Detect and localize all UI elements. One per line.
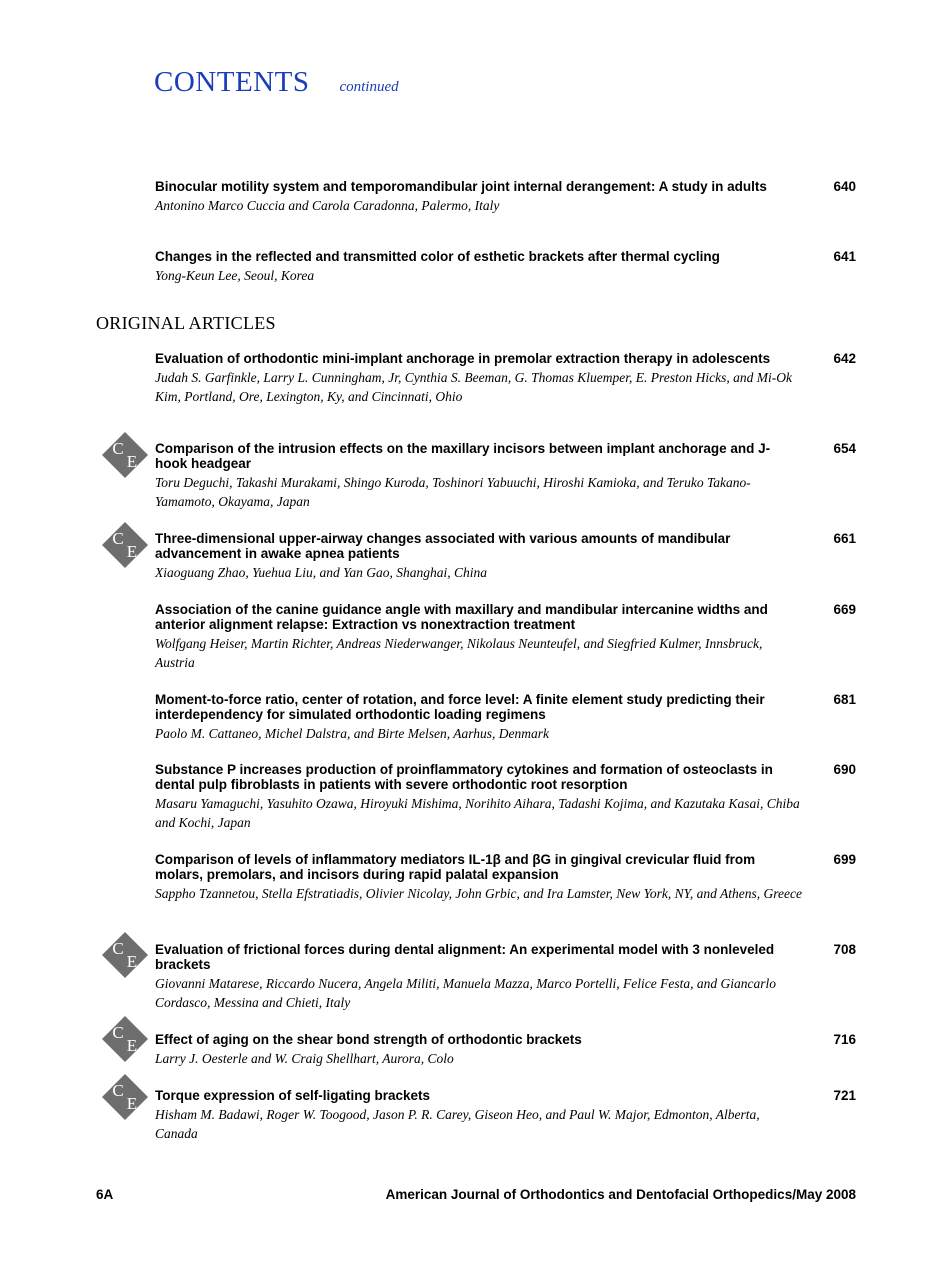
article-authors: Sappho Tzannetou, Stella Efstratiadis, Olivier Nicolay, John Grbic, and Ira Lamster, New York, NY, and Athens, Greece [155,886,802,901]
article-title[interactable]: Evaluation of frictional forces during dental alignment: An experimental model with 3 nonleveled brackets [155,942,775,972]
article-authors: Judah S. Garfinkle, Larry L. Cunningham, Jr, Cynthia S. Beeman, G. Thomas Kluemper, E. Preston Hicks, and Mi-Ok Kim, Portland, Ore, Lexington, Ky, and Cincinnati, Ohio [155,370,792,404]
ce-letter-c: C [112,939,124,958]
contents-continued: continued [339,79,399,95]
article-title[interactable]: Moment-to-force ratio, center of rotation, and force level: A finite element study predicting their interdependency for simulated orthodontic loading regimens [155,692,765,722]
article-title[interactable]: Binocular motility system and temporomandibular joint internal derangement: A study in adults [155,179,767,194]
ce-credit-icon [101,521,149,569]
article-authors: Hisham M. Badawi, Roger W. Toogood, Jason P. R. Carey, Giseon Heo, and Paul W. Major, Edmonton, Alberta, Canada [155,1107,760,1141]
ce-letter-c: C [112,1081,124,1100]
article-page: 708 [833,942,856,957]
article-entry[interactable] [155,762,856,832]
article-title[interactable]: Torque expression of self-ligating brackets [155,1088,431,1103]
article-authors: Paolo M. Cattaneo, Michel Dalstra, and Birte Melsen, Aarhus, Denmark [155,726,549,741]
article-entry[interactable] [155,179,856,215]
article-authors: Wolfgang Heiser, Martin Richter, Andreas Niederwanger, Nikolaus Neunteufel, and Siegfried Kulmer, Innsbruck, Austria [155,636,763,670]
article-authors: Masaru Yamaguchi, Yasuhito Ozawa, Hiroyuki Mishima, Norihito Aihara, Tadashi Kojima, and Kazutaka Kasai, Chiba and Kochi, Japan [155,796,800,830]
article-page: 640 [833,179,856,194]
article-authors: Toru Deguchi, Takashi Murakami, Shingo Kuroda, Toshinori Yabuuchi, Hiroshi Kamioka, and Teruko Takano-Yamamoto, Okayama, Japan [155,475,751,509]
article-page: 661 [833,531,856,546]
page-number: 6A [96,1187,114,1202]
ce-letter-c: C [112,529,124,548]
article-authors: Antonino Marco Cuccia and Carola Caradonna, Palermo, Italy [155,198,500,213]
ce-credit-icon [101,1073,149,1121]
article-authors: Yong-Keun Lee, Seoul, Korea [155,268,315,283]
article-page: 654 [833,441,856,456]
article-title[interactable]: Substance P increases production of proinflammatory cytokines and formation of osteoclasts in dental pulp fibroblasts in patients with severe orthodontic root resorption [155,762,773,792]
page-header [154,66,399,99]
article-page: 721 [833,1088,856,1103]
ce-letter-e: E [126,452,138,471]
ce-credit-icon [101,931,149,979]
article-page: 642 [833,351,856,366]
ce-letter-c: C [112,439,124,458]
ce-letter-e: E [126,1036,138,1055]
article-title[interactable]: Changes in the reflected and transmitted color of esthetic brackets after thermal cycling [155,249,720,264]
article-entry[interactable] [155,942,856,1012]
journal-citation: American Journal of Orthodontics and Dentofacial Orthopedics/May 2008 [385,1187,856,1202]
ce-credit-icon [101,431,149,479]
article-page: 669 [833,602,856,617]
article-page: 716 [833,1032,856,1047]
article-title[interactable]: Three-dimensional upper-airway changes associated with various amounts of mandibular advancement in awake apnea patients [155,531,731,561]
article-entry[interactable] [155,351,856,406]
article-page: 641 [833,249,856,264]
article-entry[interactable] [155,852,856,903]
article-title[interactable]: Comparison of levels of inflammatory mediators IL-1β and βG in gingival crevicular fluid from molars, premolars, and incisors during rapid palatal expansion [155,852,756,882]
section-heading: ORIGINAL ARTICLES [96,313,276,333]
ce-letter-c: C [112,1023,124,1042]
article-authors: Larry J. Oesterle and W. Craig Shellhart, Aurora, Colo [155,1051,454,1066]
article-entry[interactable] [155,692,856,743]
page-footer [96,1187,856,1202]
article-title[interactable]: Association of the canine guidance angle with maxillary and mandibular intercanine widths and anterior alignment relapse: Extraction vs nonextraction treatment [155,602,768,632]
contents-title: CONTENTS [154,66,310,98]
ce-credit-icon [101,1015,149,1063]
article-entry[interactable] [155,441,856,511]
article-title[interactable]: Effect of aging on the shear bond strength of orthodontic brackets [155,1032,582,1047]
ce-letter-e: E [126,1094,138,1113]
article-title[interactable]: Evaluation of orthodontic mini-implant anchorage in premolar extraction therapy in adolescents [155,351,771,366]
article-authors: Xiaoguang Zhao, Yuehua Liu, and Yan Gao, Shanghai, China [155,565,488,580]
article-entry[interactable] [155,1088,856,1143]
article-entry[interactable] [155,602,856,672]
article-page: 690 [833,762,856,777]
ce-letter-e: E [126,952,138,971]
article-entry[interactable] [155,1032,856,1068]
article-authors: Giovanni Matarese, Riccardo Nucera, Angela Militi, Manuela Mazza, Marco Portelli, Felice Festa, and Giancarlo Cordasco, Messina and Chieti, Italy [155,976,777,1010]
article-page: 681 [833,692,856,707]
article-title[interactable]: Comparison of the intrusion effects on the maxillary incisors between implant anchorage and J-hook headgear [155,441,771,471]
article-page: 699 [833,852,856,867]
article-entry[interactable] [155,249,856,285]
ce-letter-e: E [126,542,138,561]
article-entry[interactable] [155,531,856,582]
